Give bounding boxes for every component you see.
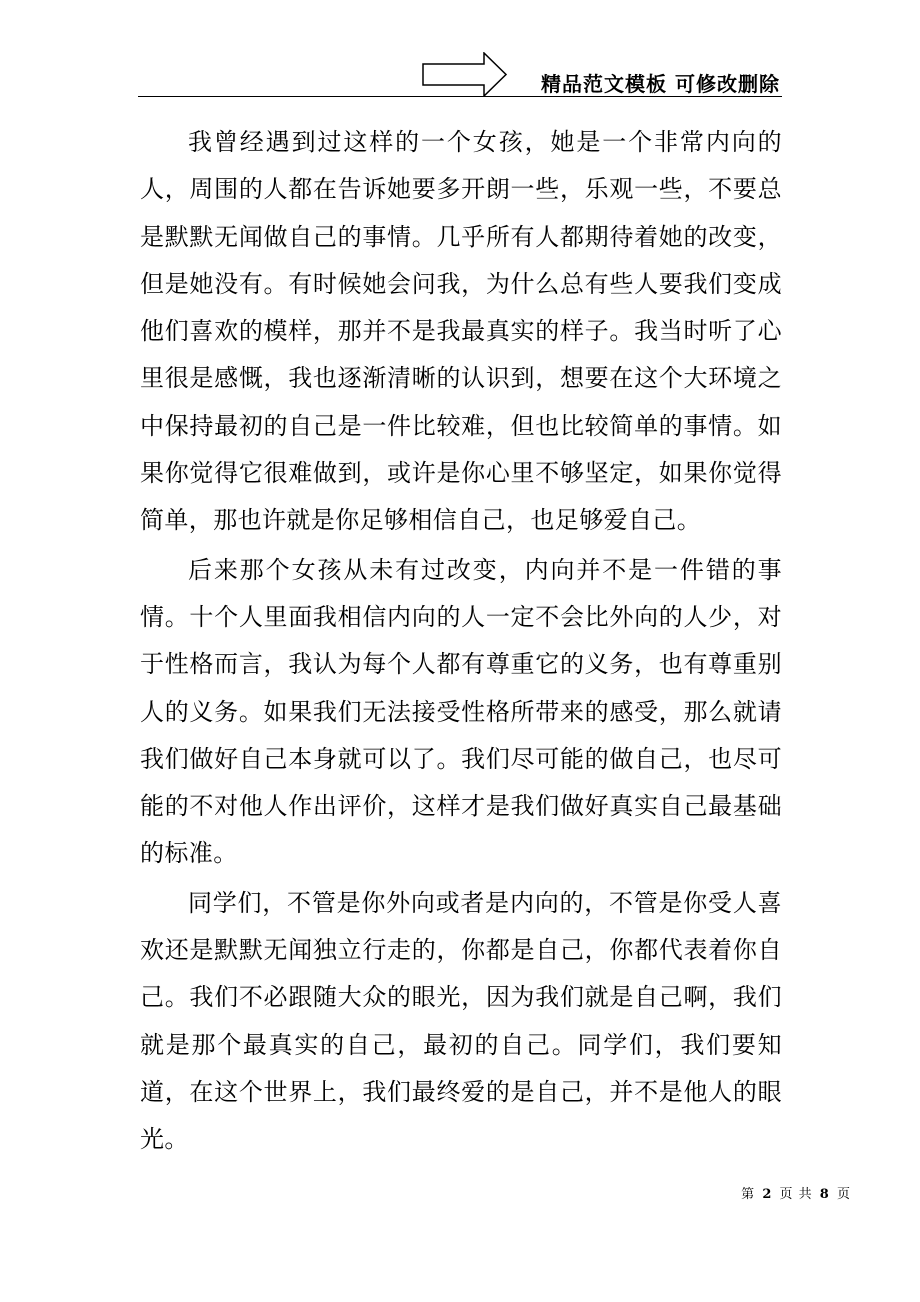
page-header — [138, 52, 782, 97]
paragraph-2: 后来那个女孩从未有过改变，内向并不是一件错的事情。十个人里面我相信内向的人一定不会比外向的人少，对于性格而言，我认为每个人都有尊重它的义务，也有尊重别人的义务。如果我们无法接受性格所带来的感受，那么就请我们做好自己本身就可以了。我们尽可能的做自己，也尽可能的不对他人作出评价，这样才是我们做好真实自己最基础的标准。 — [140, 555, 782, 868]
total-page-number: 8 — [819, 1187, 830, 1202]
header-divider — [138, 96, 782, 97]
page-footer — [740, 1183, 852, 1202]
paragraph-1: 我曾经遇到过这样的一个女孩，她是一个非常内向的人，周围的人都在告诉她要多开朗一些，乐观一些，不要总是默默无闻做自己的事情。几乎所有人都期待着她的改变，但是她没有。有时候她会问我，为什么总有些人要我们变成他们喜欢的模样，那并不是我最真实的样子。我当时听了心里很是感慨，我也逐渐清晰的认识到，想要在这个大环境之中保持最初的自己是一件比较难，但也比较简单的事情。如果你觉得它很难做到，或许是你心里不够坚定，如果你觉得简单，那也许就是你足够相信自己，也足够爱自己。 — [140, 128, 782, 535]
right-arrow-outline-icon — [422, 52, 508, 97]
footer-prefix: 第 — [741, 1187, 756, 1202]
document-body — [140, 119, 782, 1166]
footer-suffix: 页 — [836, 1187, 851, 1202]
current-page-number: 2 — [762, 1187, 773, 1202]
header-title: 精品范文模板 可修改删除 — [541, 72, 780, 96]
paragraph-3: 同学们，不管是你外向或者是内向的，不管是你受人喜欢还是默默无闻独立行走的，你都是自己，你都代表着你自己。我们不必跟随大众的眼光，因为我们就是自己啊，我们就是那个最真实的自己，最初的自己。同学们，我们要知道，在这个世界上，我们最终爱的是自己，并不是他人的眼光。 — [140, 888, 782, 1154]
footer-middle: 页 共 — [779, 1187, 813, 1202]
